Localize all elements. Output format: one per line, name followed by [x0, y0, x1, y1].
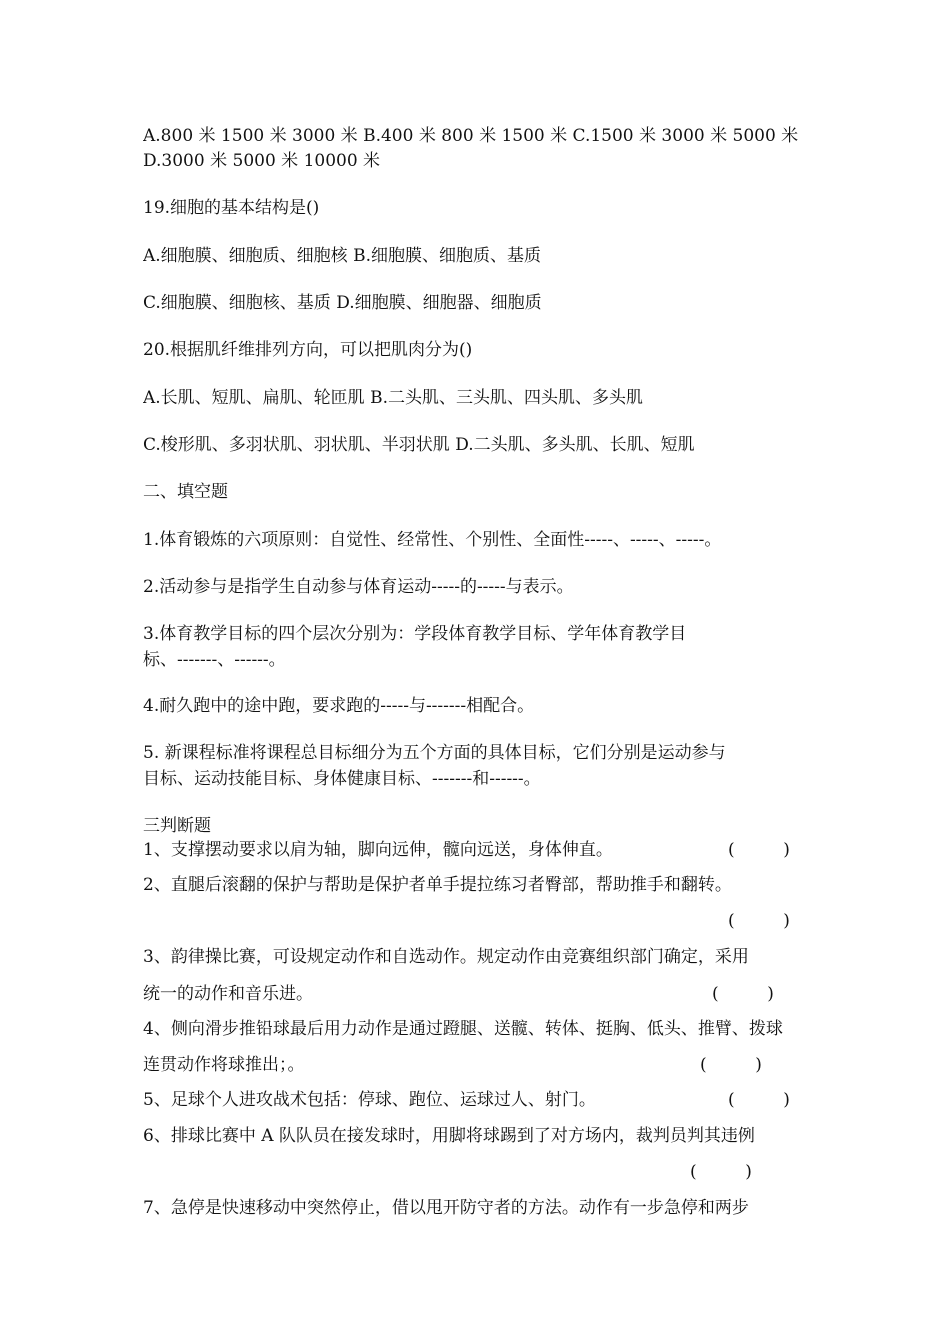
tf-q4-line-1: 4、侧向滑步推铅球最后用力动作是通过蹬腿、送髋、转体、挺胸、低头、推臂、拨球 — [143, 1019, 783, 1039]
q18-options-line-2: D.3000 米 5000 米 10000 米 — [143, 151, 381, 171]
q19-options-ab: A.细胞膜、细胞质、细胞核 B.细胞膜、细胞质、基质 — [143, 246, 541, 266]
tf-q4-line-2: 连贯动作将球推出；。 — [143, 1055, 305, 1075]
q20-options-ab: A.长肌、短肌、扁肌、轮匝肌 B.二头肌、三头肌、四头肌、多头肌 — [143, 388, 643, 408]
tf-q1: 1、支撑摆动要求以肩为轴，脚向远伸，髋向远送，身体伸直。 — [143, 840, 613, 860]
tf-q1-answer-bracket: ( ) — [728, 840, 790, 860]
tf-q3-answer-bracket: ( ) — [712, 984, 774, 1004]
q19-options-cd: C.细胞膜、细胞核、基质 D.细胞膜、细胞器、细胞质 — [143, 293, 542, 313]
tf-q7-line-1: 7、急停是快速移动中突然停止，借以甩开防守者的方法。动作有一步急停和两步 — [143, 1198, 749, 1218]
fill-q4: 4.耐久跑中的途中跑，要求跑的-----与-------相配合。 — [143, 696, 535, 716]
tf-q2: 2、直腿后滚翻的保护与帮助是保护者单手提拉练习者臀部，帮助推手和翻转。 — [143, 875, 732, 895]
tf-q3-line-2: 统一的动作和音乐进。 — [143, 984, 313, 1004]
tf-q6-answer-bracket: ( ) — [690, 1162, 752, 1182]
tf-q5: 5、足球个人进攻战术包括：停球、跑位、运球过人、射门。 — [143, 1090, 596, 1110]
fill-q2: 2.活动参与是指学生自动参与体育运动-----的-----与表示。 — [143, 577, 574, 597]
fill-q3-line-1: 3.体育教学目标的四个层次分别为：学段体育教学目标、学年体育教学目 — [143, 624, 687, 644]
q20-options-cd: C.梭形肌、多羽状肌、羽状肌、半羽状肌 D.二头肌、多头肌、长肌、短肌 — [143, 435, 695, 455]
section-true-false-heading: 三判断题 — [143, 816, 211, 836]
fill-q5-line-1: 5. 新课程标准将课程总目标细分为五个方面的具体目标，它们分别是运动参与 — [143, 743, 726, 763]
tf-q5-answer-bracket: ( ) — [728, 1090, 790, 1110]
q20-question: 20.根据肌纤维排列方向，可以把肌肉分为() — [143, 340, 473, 360]
fill-q5-line-2: 目标、运动技能目标、身体健康目标、-------和------。 — [143, 769, 541, 789]
tf-q3-line-1: 3、韵律操比赛，可设规定动作和自选动作。规定动作由竞赛组织部门确定，采用 — [143, 947, 749, 967]
tf-q6: 6、排球比赛中 A 队队员在接发球时，用脚将球踢到了对方场内，裁判员判其违例 — [143, 1126, 755, 1146]
tf-q2-answer-bracket: ( ) — [728, 911, 790, 931]
q18-options-line-1: A.800 米 1500 米 3000 米 B.400 米 800 米 1500 米 C.1500 米 3000 米 5000 米 — [143, 126, 799, 146]
fill-q3-line-2: 标、-------、------。 — [143, 650, 286, 670]
section-fill-blank-heading: 二、填空题 — [143, 482, 228, 502]
tf-q4-answer-bracket: ( ) — [700, 1055, 762, 1075]
q19-question: 19.细胞的基本结构是() — [143, 198, 320, 218]
fill-q1: 1.体育锻炼的六项原则：自觉性、经常性、个别性、全面性-----、-----、-----。 — [143, 530, 722, 550]
